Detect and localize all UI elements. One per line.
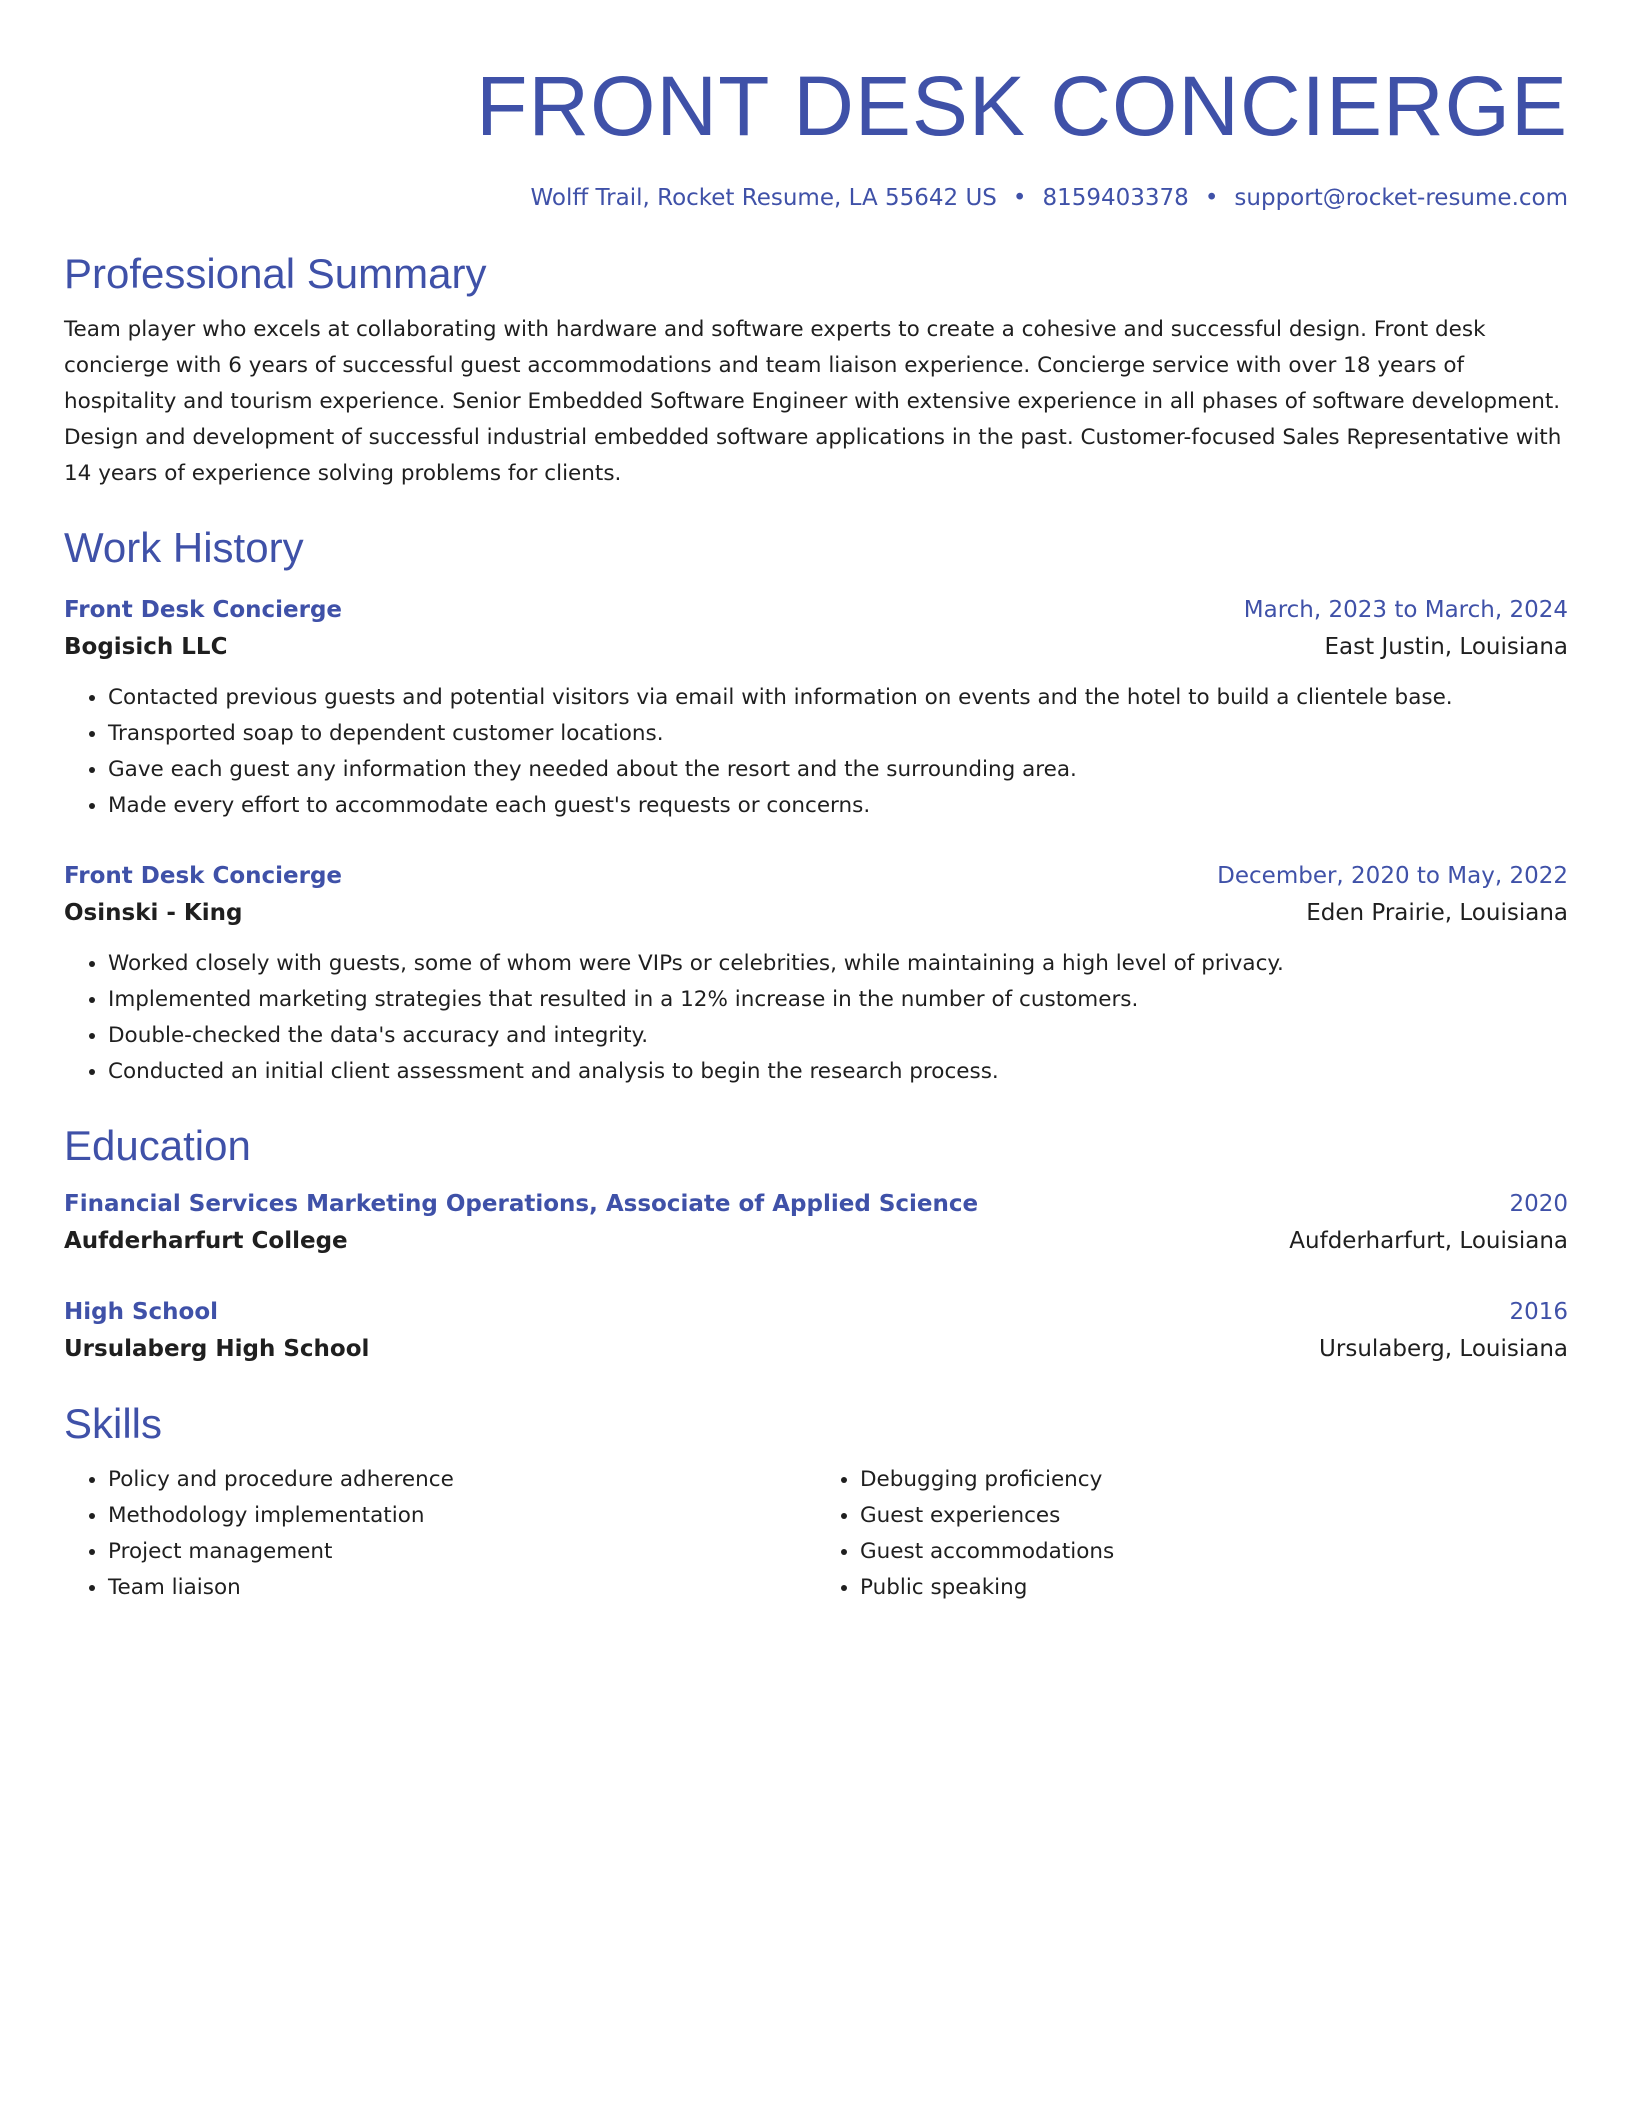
resume-header (64, 56, 1568, 214)
education-school: Ursulaberg High School (64, 1336, 370, 1362)
job-header-row (64, 858, 1568, 894)
job-location: Eden Prairie, Louisiana (1306, 900, 1568, 926)
contact-email: support@rocket-resume.com (1234, 185, 1568, 211)
education-school: Aufderharfurt College (64, 1228, 348, 1254)
education-school-row (64, 1330, 1568, 1368)
job-header-row (64, 592, 1568, 628)
skills-list-right (816, 1462, 1568, 1606)
skills-list-left (64, 1462, 816, 1606)
job-company-row (64, 894, 1568, 932)
education-year: 2020 (1509, 1191, 1568, 1217)
job-bullet: • Implemented marketing strategies that resulted in a 12% increase in the number of customers. (108, 982, 1568, 1018)
contact-line (64, 182, 1568, 214)
education-header-row (64, 1186, 1568, 1222)
job-entry (64, 592, 1568, 824)
education-degree: Financial Services Marketing Operations, Associate of Applied Science (64, 1191, 979, 1217)
skill-item: • Project management (108, 1534, 816, 1570)
job-bullet: • Contacted previous guests and potential visitors via email with information on events and the hotel to build a clientele base. (108, 680, 1568, 716)
skill-item: • Methodology implementation (108, 1498, 816, 1534)
section-heading-summary: Professional Summary (64, 250, 487, 297)
job-bullets (64, 680, 1568, 824)
education-section (64, 1120, 1568, 1368)
job-role: Front Desk Concierge (64, 863, 343, 889)
education-degree: High School (64, 1299, 219, 1325)
education-header-row (64, 1294, 1568, 1330)
skills-section (64, 1398, 1568, 1606)
skill-item: • Debugging proficiency (860, 1462, 1568, 1498)
skill-item: • Guest experiences (860, 1498, 1568, 1534)
skill-item: • Public speaking (860, 1570, 1568, 1606)
skill-item: • Guest accommodations (860, 1534, 1568, 1570)
job-role: Front Desk Concierge (64, 597, 343, 623)
contact-separator: • (1204, 185, 1219, 211)
job-location: East Justin, Louisiana (1324, 634, 1568, 660)
education-school-row (64, 1222, 1568, 1260)
job-dates: December, 2020 to May, 2022 (1217, 863, 1568, 889)
contact-phone: 8159403378 (1042, 185, 1189, 211)
resume-title: FRONT DESK CONCIERGE (476, 59, 1568, 153)
job-company: Osinski - King (64, 900, 243, 926)
education-location: Aufderharfurt, Louisiana (1289, 1228, 1568, 1254)
job-bullet: • Transported soap to dependent customer locations. (108, 716, 1568, 752)
job-bullet: • Worked closely with guests, some of whom were VIPs or celebrities, while maintaining a high level of privacy. (108, 946, 1568, 982)
contact-separator: • (1012, 185, 1027, 211)
job-bullet: • Gave each guest any information they needed about the resort and the surrounding area. (108, 752, 1568, 788)
skill-item: • Team liaison (108, 1570, 816, 1606)
job-bullet: • Conducted an initial client assessment and analysis to begin the research process. (108, 1054, 1568, 1090)
job-bullets (64, 946, 1568, 1090)
job-company: Bogisich LLC (64, 634, 228, 660)
section-heading-education: Education (64, 1122, 251, 1169)
job-bullet: • Made every effort to accommodate each guest's requests or concerns. (108, 788, 1568, 824)
skill-item: • Policy and procedure adherence (108, 1462, 816, 1498)
job-bullet: • Double-checked the data's accuracy and integrity. (108, 1018, 1568, 1054)
section-heading-skills: Skills (64, 1400, 163, 1447)
section-heading-work: Work History (64, 524, 304, 571)
education-entry (64, 1186, 1568, 1260)
skills-columns (64, 1462, 1568, 1606)
education-location: Ursulaberg, Louisiana (1319, 1336, 1568, 1362)
education-entry (64, 1294, 1568, 1368)
work-history-section (64, 522, 1568, 1090)
job-company-row (64, 628, 1568, 666)
contact-address: Wolff Trail, Rocket Resume, LA 55642 US (530, 185, 997, 211)
summary-section (64, 248, 1568, 492)
education-year: 2016 (1509, 1299, 1568, 1325)
job-entry (64, 858, 1568, 1090)
summary-text: Team player who excels at collaborating with hardware and software experts to create a cohesive and successful design. Front desk concierge with 6 years of successful guest accommodations and team liaison experience. Concierge service with over 18 years of hospitality and tourism experience. Senior Embedded Software Engineer with extensive experience in all phases of software development. Design and development of successful industrial embedded software applications in the past. Customer-focused Sales Representative with 14 years of experience solving problems for clients. (64, 317, 1562, 486)
job-dates: March, 2023 to March, 2024 (1243, 597, 1568, 623)
